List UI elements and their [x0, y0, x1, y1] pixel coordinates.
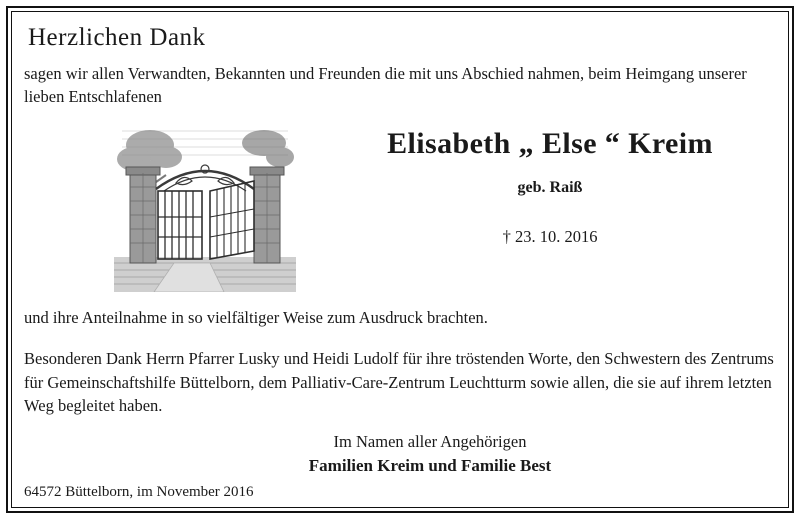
- closing-block: [22, 432, 778, 476]
- maiden-name: geb. Raiß: [517, 178, 583, 196]
- middle-section: [22, 117, 778, 302]
- footer-location-date: 64572 Büttelborn, im November 2016: [24, 484, 254, 500]
- death-date: † 23. 10. 2016: [502, 226, 598, 246]
- closing-line-2: Familien Kreim und Familie Best: [308, 455, 552, 475]
- closing-line-1: Im Namen aller Angehörigen: [333, 431, 527, 451]
- deceased-name-block: [322, 127, 778, 247]
- intro-text: sagen wir allen Verwandten, Bekannten und Freunden die mit uns Abschied nahmen, beim Heimgang unserer lieben Entschlafenen: [24, 64, 747, 107]
- deceased-name: Elisabeth „ Else “ Kreim: [387, 126, 713, 160]
- thanks-title: Herzlichen Dank: [28, 24, 206, 51]
- cemetery-gate-illustration: [114, 117, 296, 292]
- card-content: [22, 18, 778, 503]
- thanks-paragraph: und ihre Anteilnahme in so vielfältiger Weise zum Ausdruck brachten.: [24, 307, 488, 327]
- special-thanks-paragraph: Besonderen Dank Herrn Pfarrer Lusky und Heidi Ludolf für ihre tröstenden Worte, den Schwestern des Zentrums für Gemeinschaftshilfe Büttelborn, dem Palliativ-Care-Zentrum Leuchtturm sowie allen, die sie auf ihrem letzten Weg begleitet haben.: [24, 349, 774, 416]
